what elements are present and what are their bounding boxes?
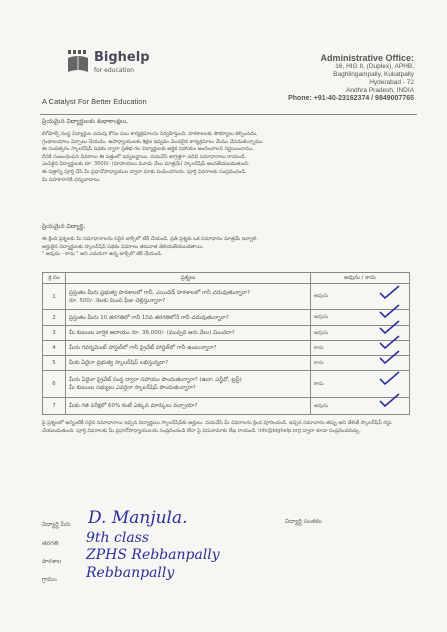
office-line: 16, HIG II, (Duplex), APHB, — [335, 63, 414, 70]
paragraph-line: ఈ సంవత్సరం స్కాలర్‌షిప్ పథకం ద్వారా ప్రతిభ గల విద్యార్థులకు ఆర్థిక సహాయం అందించాలని నిర్ణయించాము. — [42, 146, 254, 153]
row-number: 3 — [43, 326, 66, 341]
table-row — [43, 326, 410, 341]
row-number: 1 — [43, 284, 66, 310]
row-number: 4 — [43, 341, 66, 356]
question-cell — [66, 356, 311, 371]
table-row — [43, 398, 410, 415]
paragraph-line: మీ సహకారానికి ధన్యవాదాలు. — [42, 176, 101, 183]
signature-label: విద్యార్థి సంతకం — [285, 518, 322, 525]
question-cell — [66, 341, 311, 356]
row-number: 5 — [43, 356, 66, 371]
office-line: Hyderabad - 72 — [369, 79, 414, 86]
answer-option: కాదు — [314, 344, 324, 351]
question-cell — [66, 284, 311, 310]
office-address — [288, 53, 414, 102]
column-header-no: క్ర.సం — [43, 273, 66, 284]
question-line: మీకు ఏదైనా ప్రభుత్వ స్కాలర్‌షిప్ లభిస్తున్నదా? — [69, 360, 169, 366]
paragraph-line: బిగ్‌హెల్ప్ సంస్థ విద్యార్థుల చదువు కోసం పలు కార్యక్రమాలను నిర్వహిస్తుంది. పాఠశాలలకు సౌకర్యాలు కల్పించడం, — [42, 131, 258, 137]
table-row — [43, 371, 410, 398]
checkmark-icon — [378, 393, 400, 407]
checkmark-icon — [378, 371, 400, 385]
table-row — [43, 341, 410, 356]
school-label: పాఠశాల — [42, 558, 62, 565]
answer-option: కాదు — [314, 380, 324, 387]
salutation: ప్రియమైన విద్యార్థులకు శుభాకాంక్షలు, — [42, 118, 129, 125]
question-line: రూ. 500/- నెలకు మించి ఫీజు చెల్లిస్తున్నారా? — [69, 297, 166, 304]
table-header-row — [43, 273, 410, 284]
table-row — [43, 310, 410, 326]
village-value[interactable]: Rebbanpally — [86, 565, 175, 581]
answer-option: అవును — [314, 293, 329, 299]
office-title: Administrative Office: — [320, 53, 414, 63]
question-line: మీ కుటుంబ వార్షిక ఆదాయం రూ. 36,000/- (ముప్పది ఆరు వేలు) మించదా? — [69, 330, 235, 336]
checkmark-icon — [378, 335, 400, 349]
village-label: గ్రామం — [42, 576, 57, 583]
name-label: విద్యార్థి పేరు — [42, 521, 71, 528]
row-number: 7 — [43, 398, 66, 415]
paragraph-line: ఈ పత్రాన్ని పూర్తి చేసి మీ ప్రధానోపాధ్యాయుల ద్వారా మాకు పంపించగలరు. పూర్తి వివరాలకు సంప్రదించండి. — [42, 168, 247, 175]
paragraph-line: అర్హులైన విద్యార్థులకు స్కాలర్‌షిప్ పథకం వివరాలు తరువాత తెలియజేయబడతాయి. — [42, 243, 205, 250]
question-cell — [66, 371, 311, 398]
bighelp-logo-icon — [66, 48, 90, 74]
table-row — [43, 356, 410, 371]
paragraph-line: " అవును - కాదు " అని ఎదురుగా ఉన్న బాక్స్‌లో టిక్ చేయండి. — [42, 251, 163, 258]
brand-name: Bighelp — [94, 50, 150, 65]
answer-option: అవును — [314, 329, 329, 336]
question-cell — [66, 398, 311, 415]
closing-paragraph — [42, 420, 410, 435]
office-line: Andhra Pradesh, INDIA — [346, 87, 414, 94]
question-cell — [66, 310, 311, 326]
instructions-paragraph — [42, 236, 410, 259]
checkmark-icon — [378, 304, 400, 318]
paragraph-line: దీనికి సంబంధించిన వివరాలు ఈ పత్రంలో ఇవ్వబడ్డాయి. దయచేసి జాగ్రత్తగా చదివి సమాధానాలు రాయండి. — [42, 153, 247, 160]
question-line: మీరు గవర్నమెంట్ హాస్టల్‌లో గానీ ప్రైవేట్ హాస్టల్‌లో గానీ ఉంటున్నారా? — [69, 345, 217, 351]
paragraph-line: ఈ క్రింది ప్రశ్నలకు మీ సమాధానాలను సరైన బాక్స్‌లో టిక్ చేయండి. ప్రతి ప్రశ్నకు ఒక సమాధానం మాత్రమే ఇవ్వాలి. — [42, 236, 259, 242]
checkmark-icon — [378, 320, 400, 334]
checkmark-icon — [378, 285, 400, 299]
question-line: మీరు ఏదైనా ప్రైవేట్ సంస్థ ద్వారా సహాయం పొందుతున్నారా? (ఉదా: ఎన్జీవో, ట్రస్ట్) — [69, 377, 242, 383]
office-phone: Phone: +91-40-23162374 / 9849007765 — [288, 95, 414, 102]
paragraph-line: గ్రంథాలయాలు ఏర్పాటు చేయడం, ఉపాధ్యాయులకు శిక్షణ ఇవ్వడం మొదలైన కార్యక్రమాలు మేము చేపడుతున్నాము. — [42, 138, 264, 145]
intro-paragraph — [42, 131, 410, 184]
header-divider — [40, 114, 417, 115]
class-value[interactable]: 9th class — [86, 530, 150, 546]
question-line: ప్రస్తుతం మీరు ప్రభుత్వ పాఠశాలలో గానీ, ఎయిడెడ్ పాఠశాలలో గానీ చదువుతున్నారా? — [69, 289, 250, 296]
column-header-answer: అవును / కాదు — [311, 273, 410, 284]
question-line: మీ కుటుంబ సభ్యులు ఎవరైనా స్కాలర్‌షిప్ పొందుతున్నారా? — [69, 385, 196, 391]
tagline: A Catalyst For Better Education — [42, 97, 147, 106]
paragraph-line: info@bighelp.org ద్వారా కూడా సంప్రదించవచ్చు. — [258, 427, 361, 434]
name-value[interactable]: D. Manjula. — [88, 508, 188, 528]
school-value[interactable]: ZPHS Rebbanpally — [86, 547, 220, 563]
office-line: Baghlingampally, Kukatpally — [333, 71, 414, 78]
brand-subtitle: for education — [94, 67, 134, 74]
row-number: 6 — [43, 371, 66, 398]
column-header-question: ప్రశ్నలు — [66, 273, 311, 284]
paragraph-line: ఎంపికైన విద్యార్థులకు రూ. 3000/- (రూపాయలు మూడు వేలు మాత్రమే) స్కాలర్‌షిప్ అందజేయబడుతుంది. — [42, 161, 250, 168]
paragraph-line: క్రింద పూరించండి. ఇచ్చిన సమాచారం తప్పు అని తేలితే స్కాలర్‌షిప్ రద్దు చేయబడుతుంది. — [42, 420, 392, 434]
questions-table — [42, 272, 410, 415]
question-cell — [66, 326, 311, 341]
answer-option: కాదు — [314, 359, 324, 366]
answer-option: అవును — [314, 314, 329, 320]
checkmark-icon — [378, 350, 400, 364]
answer-option: అవును — [314, 402, 329, 409]
class-label: తరగతి — [42, 540, 59, 547]
student-greeting: ప్రియమైన విద్యార్థి, — [42, 223, 86, 230]
question-line: ప్రస్తుతం మీరు 10 తరగతిలో గానీ 10వ తరగతిలోనే గానీ చదువుతున్నారా? — [69, 314, 229, 321]
paragraph-line: పై ప్రశ్నలలో అన్నింటికీ సరైన సమాధానాలు ఇచ్చిన విద్యార్థులు స్కాలర్‌షిప్‌కు అర్హులు. దయచేసి మీ వివరాలను — [42, 420, 252, 426]
question-line: మీకు గత పరీక్షలో 60% కంటే ఎక్కువ మార్కులు వచ్చాయా? — [69, 403, 198, 409]
table-row — [43, 284, 410, 310]
row-number: 2 — [43, 310, 66, 326]
paragraph-line: పూర్తి వివరాలకు మీ ప్రధానోపాధ్యాయులను సంప్రదించండి లేదా పై చిరునామాకు లేఖ రాయండి. — [76, 427, 257, 434]
